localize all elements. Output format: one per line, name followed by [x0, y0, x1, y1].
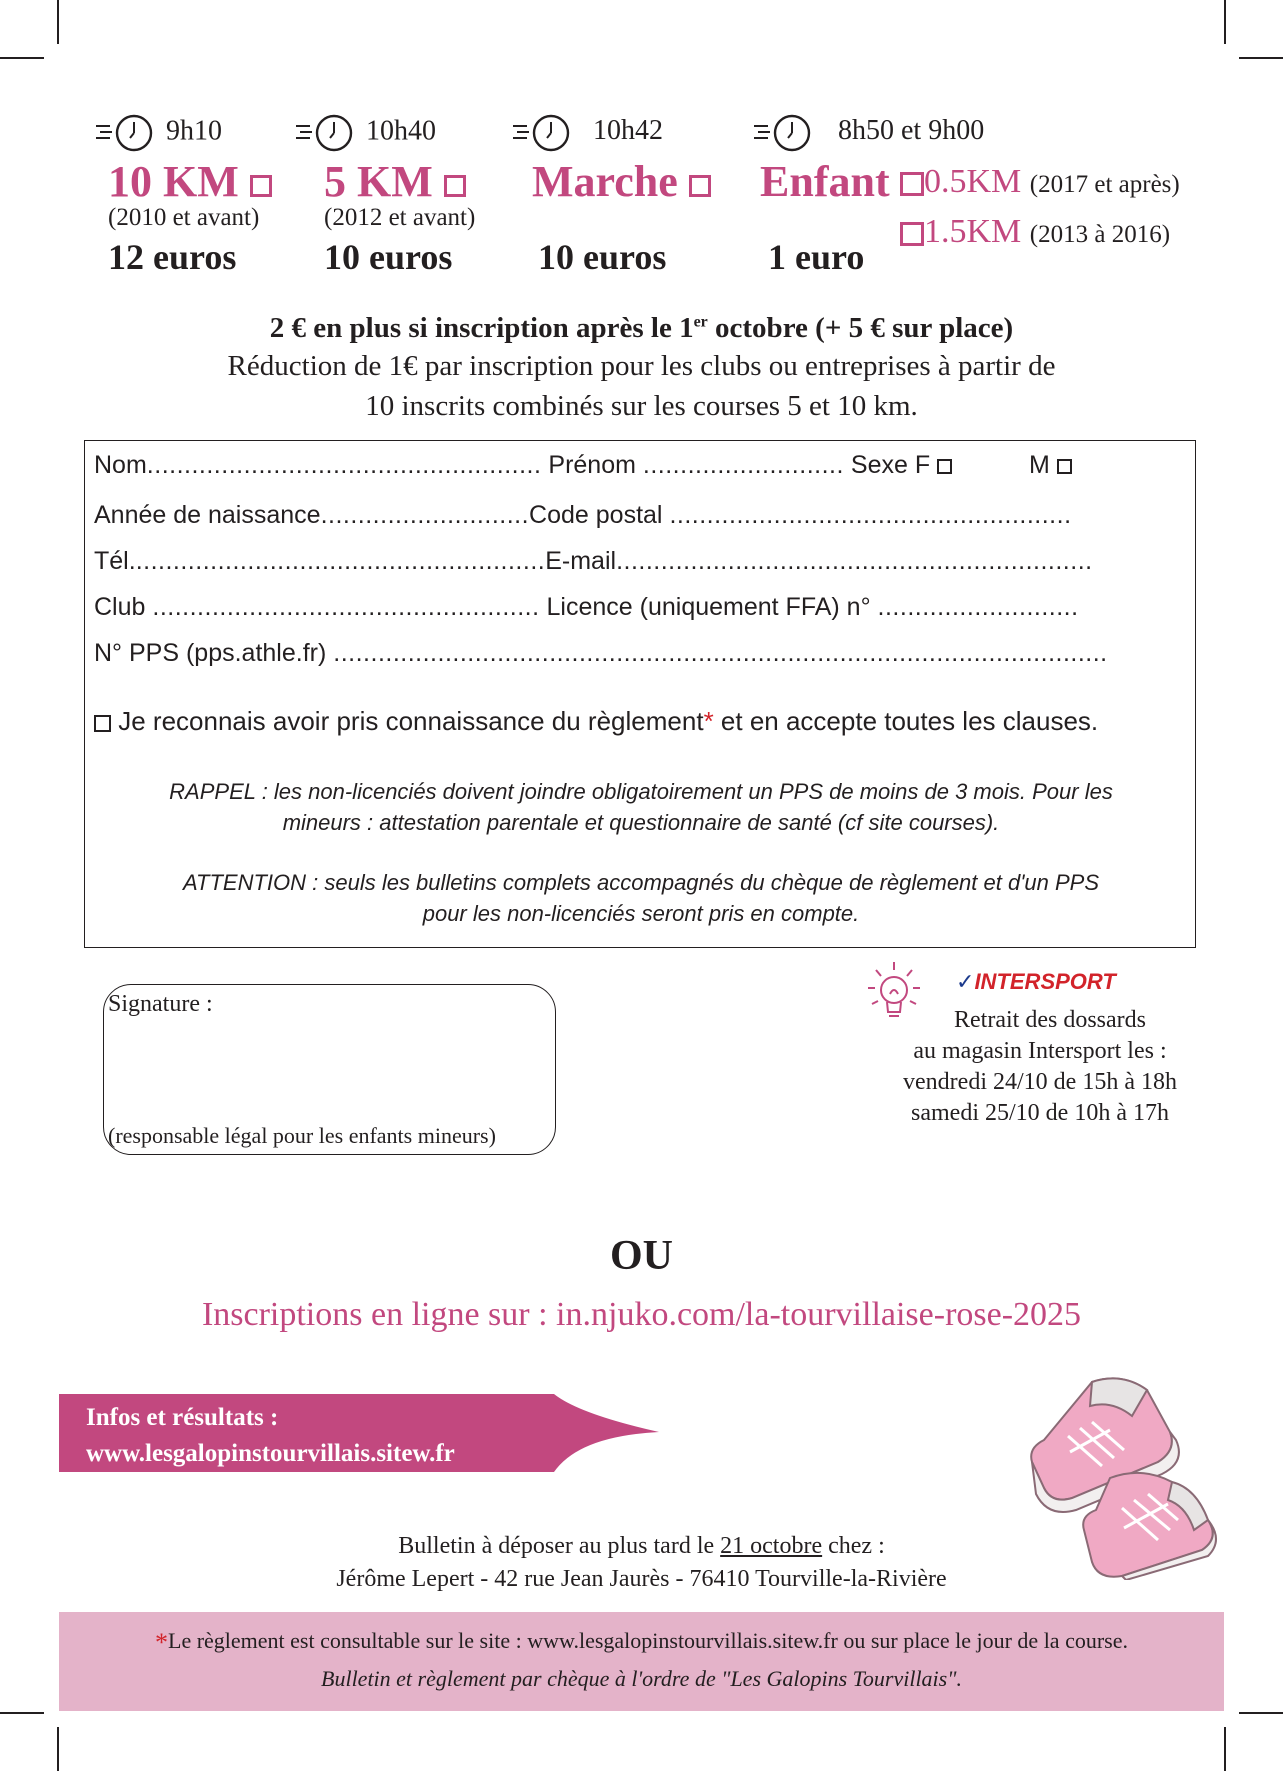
online-registration[interactable]: Inscriptions en ligne sur : in.njuko.com/la-tourvillaise-rose-2025: [201, 1296, 1082, 1333]
race-time: [752, 113, 984, 153]
race-price: 12 euros: [108, 237, 237, 277]
field-code-postal-input[interactable]: ......................................................: [669, 501, 1072, 529]
retrait-info: [870, 1005, 1210, 1129]
late-fee-sup: er: [693, 313, 708, 331]
ou-heading: OU: [610, 1233, 673, 1279]
field-label-licence: Licence (uniquement FFA) n°: [546, 593, 871, 621]
field-label-nom: Nom: [94, 451, 147, 479]
infos-ribbon: [86, 1400, 455, 1472]
deposit-date: 21 octobre: [720, 1533, 823, 1559]
field-annee-input[interactable]: ............................: [320, 501, 530, 529]
rappel-line: mineurs : attestation parentale et questionnaire de santé (cf site courses).: [282, 810, 1000, 835]
signature-note: (responsable légal pour les enfants mineurs): [108, 1123, 496, 1148]
checkbox-icon[interactable]: [1057, 459, 1072, 474]
footer-band: [59, 1612, 1224, 1711]
kids-distance: 0.5KM: [924, 163, 1022, 200]
attention-note: [85, 867, 1197, 929]
checkbox-icon[interactable]: [689, 175, 711, 197]
race-price: 10 euros: [538, 237, 667, 277]
race-name: 5 KM: [324, 157, 433, 206]
attention-line: ATTENTION : seuls les bulletins complets accompagnés du chèque de règlement et d'un PPS: [182, 870, 1100, 895]
field-licence-input[interactable]: ...........................: [877, 593, 1079, 621]
registration-form: [84, 440, 1196, 948]
checkbox-icon[interactable]: [250, 175, 272, 197]
clock-icon: [511, 113, 577, 153]
field-nom-input[interactable]: .....................................................: [146, 451, 542, 479]
clock-icon: [752, 113, 818, 153]
crop-mark: [57, 1727, 59, 1771]
checkbox-icon[interactable]: [94, 715, 111, 732]
intersport-brand: INTERSPORT: [974, 969, 1116, 994]
deposit-text: Bulletin à déposer au plus tard le: [398, 1533, 721, 1559]
attention-line: pour les non-licenciés seront pris en compte.: [422, 901, 860, 926]
retrait-line: vendredi 24/10 de 15h à 18h: [903, 1069, 1177, 1095]
field-label-prenom: Prénom: [548, 451, 636, 479]
retrait-line: samedi 25/10 de 10h à 17h: [911, 1100, 1169, 1126]
kids-years: (2013 à 2016): [1029, 221, 1171, 248]
race-time: [94, 113, 222, 153]
infos-line: Infos et résultats :: [86, 1404, 279, 1431]
late-fee-text: octobre (+ 5 € sur place): [707, 312, 1014, 344]
race-time-text: 8h50 et 9h00: [838, 115, 985, 147]
checkbox-icon[interactable]: [937, 459, 952, 474]
deposit-line-1: [0, 1533, 1283, 1560]
checkbox-icon[interactable]: [900, 222, 924, 246]
clock-icon: [294, 113, 360, 153]
footer-star: *: [155, 1628, 168, 1657]
accept-text: Je reconnais avoir pris connaissance du règlement: [118, 706, 704, 736]
infos-url[interactable]: www.lesgalopinstourvillais.sitew.fr: [86, 1440, 455, 1467]
retrait-line: au magasin Intersport les :: [913, 1038, 1167, 1064]
race-time: [294, 113, 436, 153]
race-name: 10 KM: [108, 157, 239, 206]
race-time-text: 10h42: [593, 115, 663, 147]
clock-icon: [94, 113, 160, 153]
retrait-line: Retrait des dossards: [954, 1007, 1146, 1033]
field-label-m: M: [1029, 451, 1050, 479]
form-row-birth: [94, 501, 1072, 530]
crop-mark: [0, 1712, 44, 1714]
field-pps-input[interactable]: ........................................................................................................: [333, 639, 1108, 667]
form-row-accept[interactable]: [94, 706, 1098, 737]
deposit-text: chez :: [822, 1533, 885, 1559]
race-age: (2010 et avant): [108, 204, 260, 231]
kids-option-1[interactable]: [900, 213, 1170, 251]
late-fee-note: [0, 312, 1283, 345]
checkbox-icon[interactable]: [900, 172, 924, 196]
crop-mark: [57, 0, 59, 44]
form-row-club: [94, 593, 1079, 622]
checkbox-icon[interactable]: [444, 175, 466, 197]
kids-distance: 1.5KM: [924, 213, 1022, 250]
deposit-line-2: Jérôme Lepert - 42 rue Jean Jaurès - 76410 Tourville-la-Rivière: [336, 1566, 947, 1592]
form-row-name: [94, 451, 1072, 480]
race-enfant: [760, 156, 890, 207]
field-prenom-input[interactable]: ...........................: [642, 451, 844, 479]
race-time-text: 10h40: [366, 115, 436, 147]
rappel-note: [85, 776, 1197, 838]
form-row-pps: [94, 639, 1108, 668]
form-row-contact: [94, 547, 1093, 576]
race-time-text: 9h10: [166, 115, 222, 147]
reduction-line-1: Réduction de 1€ par inscription pour les clubs ou entreprises à partir de: [227, 350, 1056, 382]
field-email-input[interactable]: ................................................................: [616, 547, 1093, 575]
field-label-pps: N° PPS (pps.athle.fr): [94, 639, 327, 667]
footer-text: Le règlement est consultable sur le site : www.lesgalopinstourvillais.sitew.fr ou sur place le jour de la course.: [168, 1628, 1128, 1653]
intersport-swoosh-icon: ✓: [956, 969, 975, 994]
crop-mark: [1224, 1727, 1226, 1771]
field-label-annee: Année de naissance: [94, 501, 321, 529]
intersport-logo: [956, 969, 1116, 995]
footer-line-1: [59, 1628, 1224, 1658]
accept-star: *: [703, 706, 714, 736]
field-label-club: Club: [94, 593, 146, 621]
rappel-line: RAPPEL : les non-licenciés doivent joindre obligatoirement un PPS de moins de 3 mois. Pour les: [169, 779, 1113, 804]
race-5km[interactable]: [324, 156, 466, 207]
signature-label: Signature :: [108, 991, 213, 1017]
race-name: Marche: [532, 157, 678, 206]
accept-text: et en accepte toutes les clauses.: [713, 706, 1099, 736]
field-label-sexe: Sexe F: [850, 451, 931, 479]
race-marche[interactable]: [532, 156, 711, 207]
field-label-email: E-mail: [545, 547, 617, 575]
field-label-code-postal: Code postal: [529, 501, 663, 529]
race-time: [511, 113, 663, 153]
field-club-input[interactable]: ....................................................: [152, 593, 540, 621]
crop-mark: [1239, 1712, 1283, 1714]
race-price: 1 euro: [768, 237, 865, 277]
reduction-line-2: 10 inscrits combinés sur les courses 5 et 10 km.: [365, 390, 918, 422]
race-age: (2012 et avant): [324, 204, 476, 231]
late-fee-text: 2 € en plus si inscription après le 1: [269, 312, 694, 344]
footer-line-2: Bulletin et règlement par chèque à l'ordre de "Les Galopins Tourvillais".: [321, 1666, 962, 1691]
kids-years: (2017 et après): [1029, 171, 1180, 198]
crop-mark: [1239, 57, 1283, 59]
race-price: 10 euros: [324, 237, 453, 277]
field-label-tel: Tél.: [94, 547, 136, 575]
crop-mark: [1224, 0, 1226, 44]
field-tel-input[interactable]: .......................................................: [135, 547, 546, 575]
kids-option-0[interactable]: [900, 163, 1180, 201]
race-10km[interactable]: [108, 156, 272, 207]
crop-mark: [0, 57, 44, 59]
race-name: Enfant: [760, 157, 890, 206]
signature-box[interactable]: [103, 984, 556, 1155]
